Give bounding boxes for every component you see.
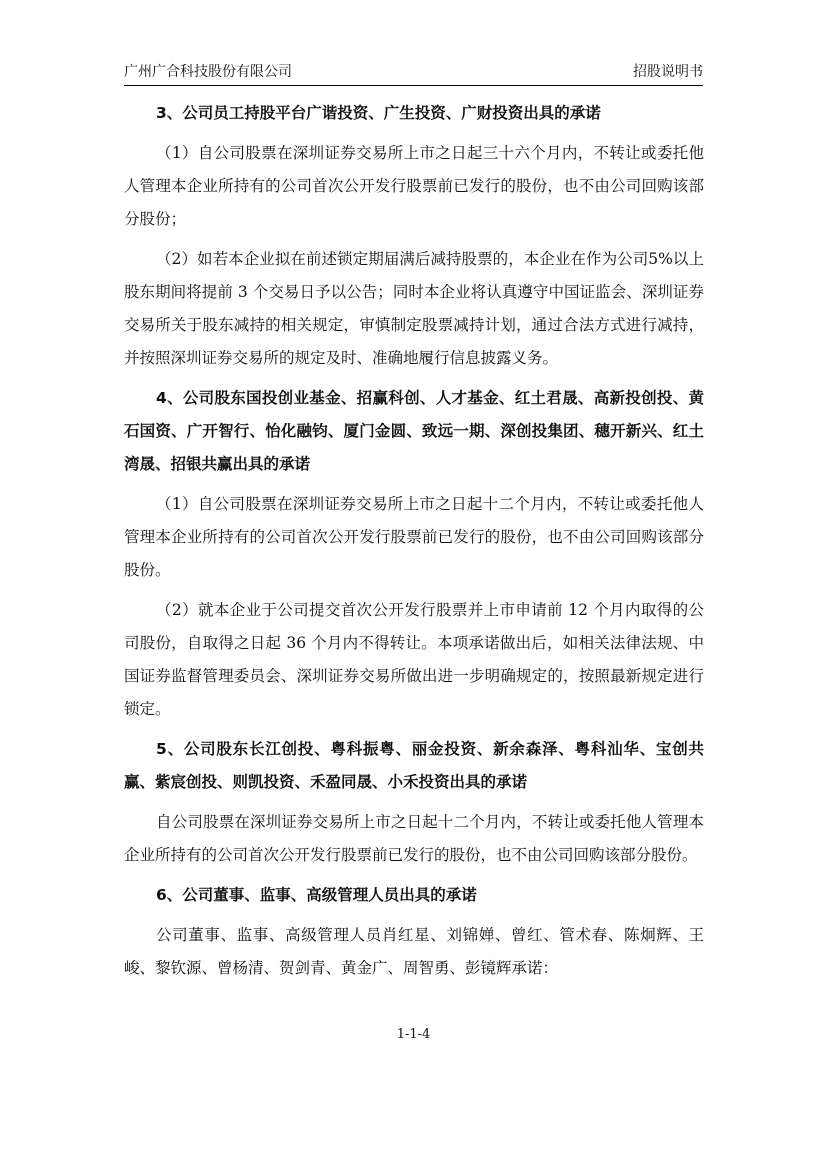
document-title: 招股说明书 (633, 64, 703, 80)
section-3-paragraph-1: （1）自公司股票在深圳证券交易所上市之日起三十六个月内，不转让或委托他人管理本企业所持有的公司首次公开发行股票前已发行的股份，也不由公司回购该部分股份； (124, 144, 704, 228)
section-heading-4: 4、公司股东国投创业基金、招赢科创、人才基金、红土君晟、高新投创投、黄石国资、广开智行、怡化融钧、厦门金圆、致远一期、深创投集团、穗开新兴、红土湾晟、招银共赢出具的承诺 (124, 389, 704, 473)
section-heading-3: 3、公司员工持股平台广谐投资、广生投资、广财投资出具的承诺 (156, 104, 601, 122)
section-heading-6: 6、公司董事、监事、高级管理人员出具的承诺 (156, 886, 477, 904)
page-number: 1-1-4 (396, 1027, 431, 1042)
section-heading-5: 5、公司股东长江创投、粤科振粤、丽金投资、新余森泽、粤科汕华、宝创共赢、紫宸创投、则凯投资、禾盈同晟、小禾投资出具的承诺 (124, 740, 704, 791)
company-name: 广州广合科技股份有限公司 (124, 64, 292, 80)
section-6-paragraph-1: 公司董事、监事、高级管理人员肖红星、刘锦婵、曾红、管术春、陈炯辉、王峻、黎钦源、曾杨清、贺剑青、黄金广、周智勇、彭镜辉承诺： (124, 926, 704, 977)
section-4-paragraph-1: （1）自公司股票在深圳证券交易所上市之日起十二个月内，不转让或委托他人管理本企业所持有的公司首次公开发行股票前已发行的股份，也不由公司回购该部分股份。 (124, 495, 704, 579)
document-body (124, 97, 704, 992)
section-5-paragraph-1: 自公司股票在深圳证券交易所上市之日起十二个月内，不转让或委托他人管理本企业所持有的公司首次公开发行股票前已发行的股份，也不由公司回购该部分股份。 (124, 813, 704, 864)
section-3-paragraph-2: （2）如若本企业拟在前述锁定期届满后减持股票的，本企业在作为公司5%以上股东期间将提前 3 个交易日予以公告；同时本企业将认真遵守中国证监会、深圳证券交易所关于股东减持的相关规定，审慎制定股票减持计划，通过合法方式进行减持，并按照深圳证券交易所的规定及时、准确地履行信息披露义务。 (124, 250, 704, 367)
section-4-paragraph-2: （2）就本企业于公司提交首次公开发行股票并上市申请前 12 个月内取得的公司股份，自取得之日起 36 个月内不得转让。本项承诺做出后，如相关法律法规、中国证券监督管理委员会、深圳证券交易所做出进一步明确规定的，按照最新规定进行锁定。 (124, 601, 704, 718)
page-header (124, 56, 703, 86)
